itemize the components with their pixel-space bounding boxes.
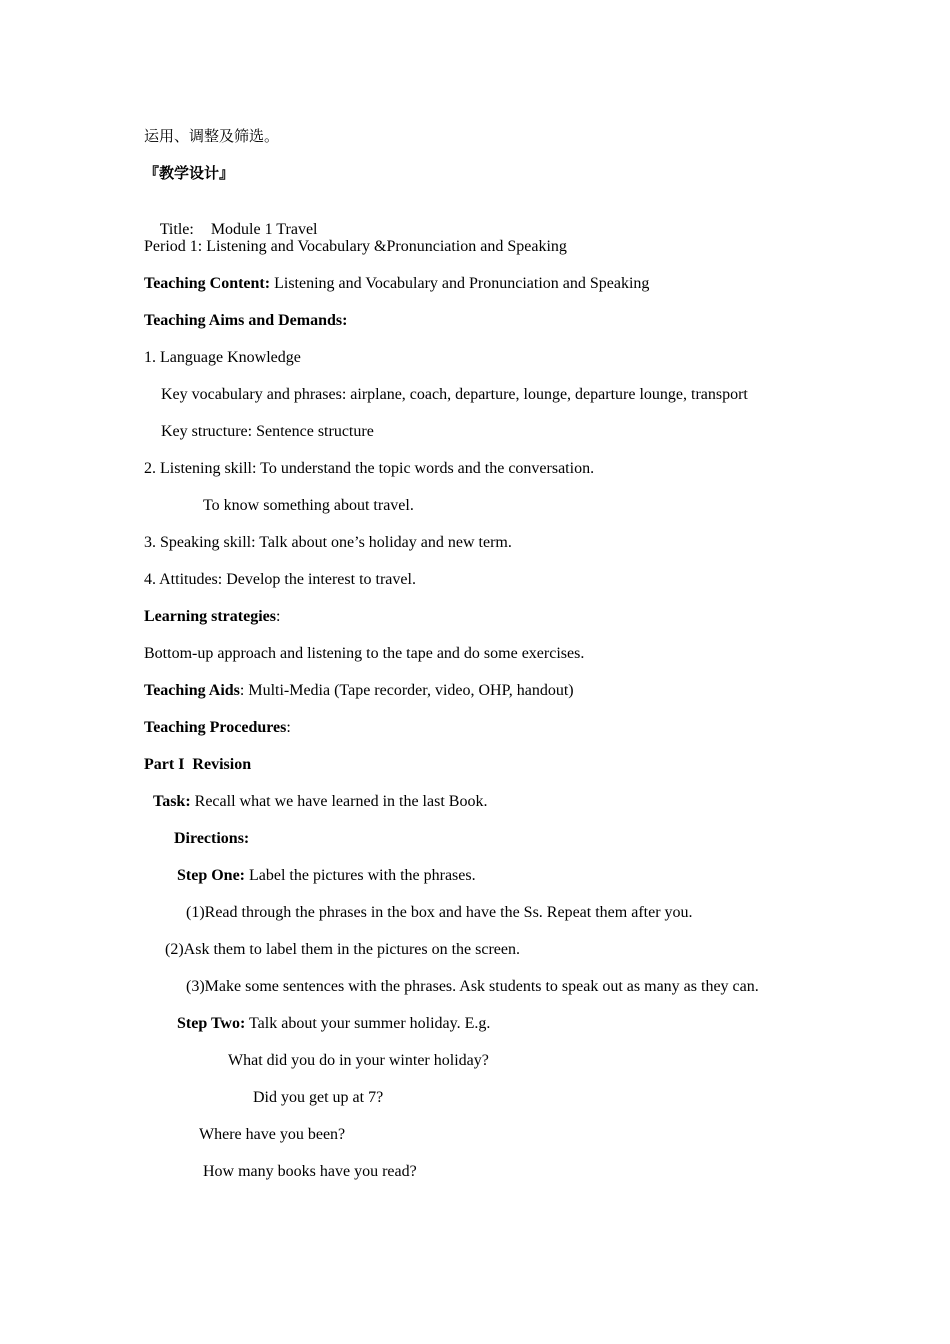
teaching-content-label: Teaching Content: — [144, 275, 271, 292]
step-one-label: Step One: — [177, 867, 245, 884]
aim-item-4: 4. Attitudes: Develop the interest to travel. — [144, 571, 416, 588]
learning-strategies-colon: : — [275, 608, 281, 625]
key-vocabulary-line: Key vocabulary and phrases: airplane, coach, departure, lounge, departure lounge, transport — [161, 386, 748, 403]
step-two-value: Talk about your summer holiday. E.g. — [245, 1015, 491, 1032]
task-line — [153, 792, 487, 812]
teaching-procedures-label: Teaching Procedures — [144, 719, 287, 736]
key-structure-line: Key structure: Sentence structure — [161, 423, 374, 440]
teaching-aids-line — [144, 681, 574, 701]
learning-strategies-text: Bottom-up approach and listening to the tape and do some exercises. — [144, 645, 585, 662]
task-label: Task: — [153, 793, 191, 810]
example-question-1: What did you do in your winter holiday? — [228, 1052, 489, 1069]
step-two-line — [177, 1014, 490, 1034]
aim-item-2-continued: To know something about travel. — [203, 497, 414, 514]
teaching-content-line — [144, 274, 649, 294]
step-one-value: Label the pictures with the phrases. — [245, 867, 476, 884]
aim-item-2: 2. Listening skill: To understand the topic words and the conversation. — [144, 460, 595, 477]
step-two-label: Step Two: — [177, 1015, 246, 1032]
example-question-3: Where have you been? — [199, 1126, 346, 1143]
step-one-substep-1: (1)Read through the phrases in the box and have the Ss. Repeat them after you. — [186, 904, 693, 921]
teaching-procedures-colon: : — [286, 719, 291, 736]
aim-item-3: 3. Speaking skill: Talk about one’s holiday and new term. — [144, 534, 512, 551]
step-one-line — [177, 866, 476, 886]
teaching-procedures-heading — [144, 718, 291, 738]
teaching-content-value: Listening and Vocabulary and Pronunciation and Speaking — [270, 275, 650, 292]
step-one-substep-2: (2)Ask them to label them in the pictures on the screen. — [165, 941, 521, 958]
period-line: Period 1: Listening and Vocabulary &Pronunciation and Speaking — [144, 238, 567, 255]
title-label: Title: — [159, 221, 194, 238]
part-one-heading: Part I Revision — [144, 756, 252, 773]
teaching-aims-heading: Teaching Aims and Demands: — [144, 312, 348, 329]
teaching-aids-value: : Multi-Media (Tape recorder, video, OHP, handout) — [239, 682, 574, 699]
example-question-2: Did you get up at 7? — [253, 1089, 384, 1106]
intro-line: 运用、调整及筛选。 — [144, 127, 280, 145]
example-question-4: How many books have you read? — [203, 1163, 417, 1180]
section-heading-teaching-design: 『教学设计』 — [144, 164, 235, 182]
learning-strategies-label: Learning strategies — [144, 608, 276, 625]
learning-strategies-heading — [144, 607, 280, 627]
teaching-aids-label: Teaching Aids — [144, 682, 240, 699]
step-one-substep-3: (3)Make some sentences with the phrases. Ask students to speak out as many as they can. — [186, 978, 759, 995]
aim-item-1: 1. Language Knowledge — [144, 349, 301, 366]
title-value: Module 1 Travel — [210, 221, 318, 238]
task-value: Recall what we have learned in the last Book. — [190, 793, 488, 810]
directions-heading: Directions: — [174, 830, 250, 847]
